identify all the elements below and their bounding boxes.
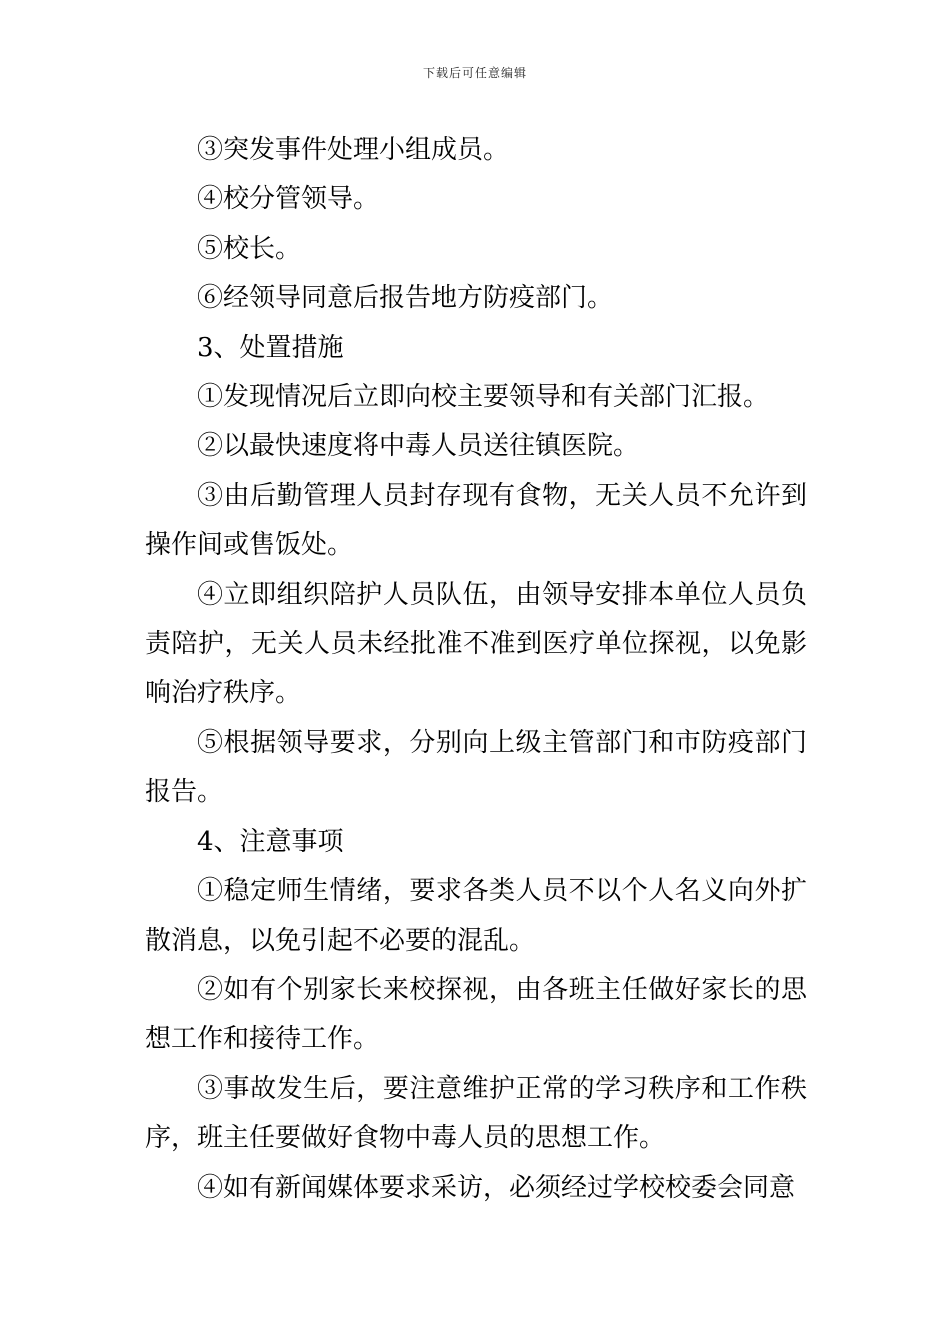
section-heading-3: 3、处置措施 [197, 332, 344, 363]
paragraph-8: ③由后勤管理人员封存现有食物，无关人员不允许到操作间或售饭处。 [145, 480, 807, 561]
document-body [145, 126, 807, 1213]
paragraph-15: ④如有新闻媒体要求采访，必须经过学校校委会同意 [197, 1172, 796, 1203]
paragraph-6: ①发现情况后立即向校主要领导和有关部门汇报。 [197, 382, 770, 413]
paragraph-9: ④立即组织陪护人员队伍，由领导安排本单位人员负责陪护，无关人员未经批准不准到医疗单位探视，以免影响治疗秩序。 [145, 579, 807, 709]
paragraph-1: ③突发事件处理小组成员。 [197, 135, 510, 165]
paragraph-12: ①稳定师生情绪，要求各类人员不以个人名义向外扩散消息，以免引起不必要的混乱。 [145, 876, 807, 956]
paragraph-10: ⑤根据领导要求，分别向上级主管部门和市防疫部门报告。 [145, 727, 807, 808]
paragraph-13: ②如有个别家长来校探视，由各班主任做好家长的思想工作和接待工作。 [145, 974, 807, 1055]
paragraph-2: ④校分管领导。 [197, 184, 380, 215]
paragraph-7: ②以最快速度将中毒人员送往镇医院。 [197, 431, 640, 462]
paragraph-4: ⑥经领导同意后报告地方防疫部门。 [197, 283, 614, 314]
section-heading-4: 4、注意事项 [197, 826, 344, 857]
page-header: 下载后可任意编辑 [422, 66, 527, 80]
paragraph-14: ③事故发生后，要注意维护正常的学习秩序和工作秩序，班主任要做好食物中毒人员的思想工作。 [145, 1073, 807, 1154]
paragraph-3: ⑤校长。 [197, 233, 302, 264]
